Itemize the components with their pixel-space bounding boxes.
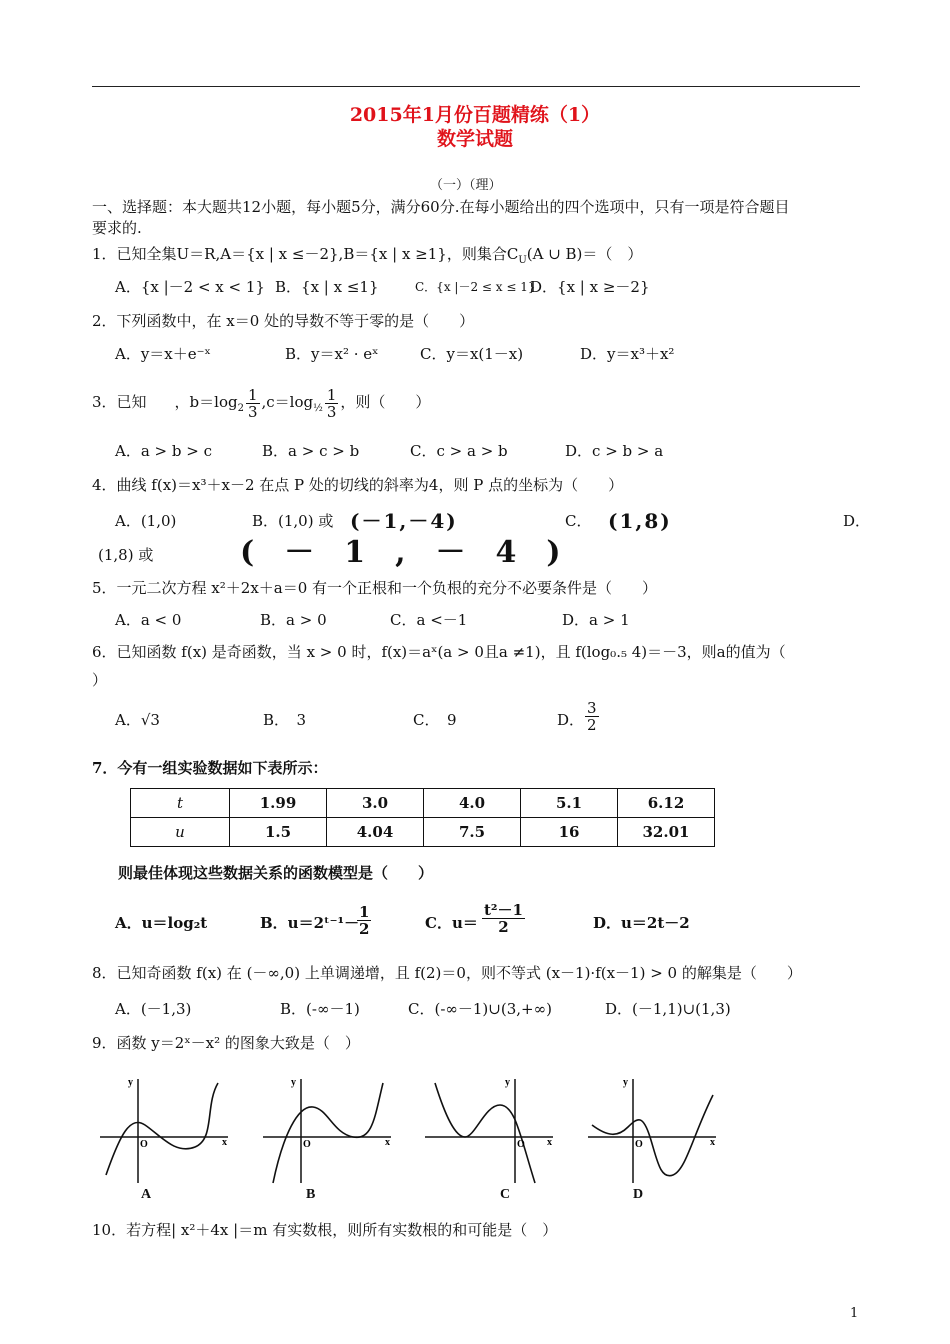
q8-option-d: D．(－1,1)∪(1,3) (605, 1000, 731, 1018)
svg-text:y: y (623, 1077, 628, 1088)
q7-question: 则最佳体现这些数据关系的函数模型是（ ） (118, 864, 434, 882)
svg-text:O: O (635, 1139, 643, 1150)
q1-option-b: B．{x | x ≤1} (275, 278, 379, 296)
graph-label-a: A (141, 1187, 152, 1202)
table-cell: 4.0 (424, 789, 521, 818)
graph-d (588, 1075, 718, 1185)
table-cell: 16 (521, 818, 618, 847)
q6-frac-num: 3 (587, 699, 597, 717)
question-10: 10．若方程| x²＋4x |＝m 有实数根，则所有实数根的和可能是（ ） (92, 1221, 558, 1239)
svg-text:y: y (128, 1077, 133, 1088)
q6-options (115, 700, 860, 740)
q6-option-d: D． (557, 711, 585, 729)
table-cell: 6.12 (618, 789, 715, 818)
svg-text:O: O (517, 1139, 525, 1150)
page-number: 1 (850, 1306, 859, 1321)
q3-text-b: ，b＝log (174, 393, 238, 411)
q2-option-a: A．y＝x＋e⁻ˣ (115, 345, 211, 363)
svg-text:O: O (303, 1139, 311, 1150)
q3-frac-den: 3 (247, 402, 258, 421)
svg-text:x: x (385, 1137, 390, 1148)
q3-fraction-1 (246, 387, 260, 420)
graph-label-b: B (306, 1187, 316, 1202)
q1-option-d: D．{x | x ≥－2} (530, 278, 650, 296)
q7-options (115, 900, 860, 946)
q7-option-c-fraction (482, 902, 525, 935)
q3-frac-num: 1 (247, 385, 258, 404)
q4-option-b-value: (－1,－4) (350, 509, 458, 533)
q2-option-d: D．y＝x³＋x² (580, 345, 675, 363)
question-6: 6．已知函数 f(x) 是奇函数，当 x > 0 时，f(x)＝aˣ(a > 0且a ≠1)，且 f(log₀.₅ 4)＝－3，则a的值为（ (92, 643, 786, 661)
table-cell: 1.5 (230, 818, 327, 847)
q1-sub: U (518, 255, 527, 266)
table-cell: 3.0 (327, 789, 424, 818)
page-title: 2015年1月份百题精练（1） (349, 104, 601, 126)
q1-text-end: (A ∪ B)＝（ ） (526, 245, 643, 263)
graph-a (100, 1075, 230, 1185)
page-subtitle: 数学试题 (436, 128, 513, 150)
graph-c (425, 1075, 555, 1185)
instructions-line-1: 一、选择题：本大题共12小题，每小题5分，满分60分.在每小题给出的四个选项中，只有一项是符合题目 (92, 198, 790, 216)
q7-data-table (130, 788, 715, 847)
table-cell: 4.04 (327, 818, 424, 847)
q6-option-c: C． 9 (413, 711, 457, 729)
q3-fraction-2 (325, 387, 339, 420)
table-cell: 5.1 (521, 789, 618, 818)
q8-option-a: A．(－1,3) (115, 1000, 192, 1018)
svg-text:y: y (505, 1077, 510, 1088)
q1-option-c: C．{x |－2 ≤ x ≤ 1} (415, 280, 536, 294)
q3-option-d: D．c > b > a (565, 442, 664, 460)
q3-frac2-den: 3 (326, 402, 337, 421)
question-3 (92, 384, 430, 427)
table-row (131, 789, 715, 818)
q3-option-c: C．c > a > b (410, 442, 508, 460)
question-4: 4．曲线 f(x)＝x³＋x－2 在点 P 处的切线的斜率为4，则 P 点的坐标为（ ） (92, 476, 624, 494)
svg-text:y: y (291, 1077, 296, 1088)
q7-option-d: D．u＝2t－2 (593, 914, 690, 932)
question-5: 5．一元二次方程 x²＋2x＋a＝0 有一个正根和一个负根的充分不必要条件是（ ） (92, 579, 658, 597)
svg-text:x: x (222, 1137, 227, 1148)
q6-option-d-fraction (585, 700, 599, 733)
table-cell: 1.99 (230, 789, 327, 818)
q4-option-d-value: (1,8) 或 (98, 546, 154, 564)
graph-b (263, 1075, 393, 1185)
q7-b-frac-num: 1 (359, 903, 370, 921)
q7-option-a: A．u＝log₂t (115, 914, 208, 932)
q5-option-a: A．a < 0 (115, 611, 182, 629)
q3-option-b: B．a > c > b (262, 442, 360, 460)
q6-option-b: B． 3 (263, 711, 307, 729)
q2-option-c: C．y＝x(1－x) (420, 345, 524, 363)
q3-sub-c: ½ (313, 403, 323, 414)
q4-option-a: A．(1,0) (115, 512, 177, 530)
q7-option-c: C．u＝ (425, 914, 478, 932)
section-label: （一）（理） (430, 178, 502, 193)
table-cell: u (131, 818, 230, 847)
graph-label-c: C (500, 1187, 511, 1202)
q5-option-b: B．a > 0 (260, 611, 327, 629)
q1-option-a: A．{x |－2 < x < 1} (115, 278, 265, 296)
q4-option-c-value: (1,8) (608, 509, 672, 533)
q3-sub-b: 2 (237, 403, 244, 414)
q7-option-b-fraction (357, 904, 371, 937)
q5-option-c: C．a <－1 (390, 611, 468, 629)
q6-frac-den: 2 (587, 716, 597, 734)
q7-b-frac-den: 2 (359, 920, 370, 938)
question-1 (92, 244, 642, 271)
q3-option-a: A．a > b > c (115, 442, 212, 460)
q4-option-b: B．(1,0) 或 (252, 512, 334, 530)
table-row (131, 818, 715, 847)
question-2: 2．下列函数中，在 x＝0 处的导数不等于零的是（ ） (92, 312, 475, 330)
q3-text-c: ,c＝log (261, 393, 314, 411)
q8-option-c: C．(-∞－1)∪(3,+∞) (408, 1000, 552, 1018)
q4-option-d: D． (843, 512, 871, 530)
q4-option-c: C． (565, 512, 592, 530)
header-rule (92, 86, 860, 87)
q7-c-frac-den: 2 (498, 918, 509, 936)
table-cell: 32.01 (618, 818, 715, 847)
q5-option-d: D．a > 1 (562, 611, 630, 629)
q8-option-b: B．(-∞－1) (280, 1000, 360, 1018)
graph-label-d: D (633, 1187, 644, 1202)
q7-c-frac-num: t²－1 (484, 901, 523, 919)
q3-text-d: ，则（ ） (340, 393, 431, 411)
table-cell: 7.5 (424, 818, 521, 847)
question-8: 8．已知奇函数 f(x) 在 (－∞,0) 上单调递增，且 f(2)＝0，则不等式 (x－1)·f(x－1) > 0 的解集是（ ） (92, 964, 802, 982)
q2-option-b: B．y＝x² · eˣ (285, 345, 379, 363)
question-9: 9．函数 y＝2ˣ－x² 的图象大致是（ ） (92, 1034, 360, 1052)
svg-text:x: x (547, 1137, 552, 1148)
svg-text:O: O (140, 1139, 148, 1150)
q4-option-d-value-2: (－1,－4) (240, 535, 591, 570)
question-7: 7．今有一组实验数据如下表所示： (92, 759, 328, 777)
q3-frac2-num: 1 (326, 385, 337, 404)
table-cell: t (131, 789, 230, 818)
q6-option-a: A．√3 (115, 711, 160, 729)
svg-text:x: x (710, 1137, 715, 1148)
question-6-cont: ） (92, 671, 108, 689)
q3-text-a: 3．已知 (92, 393, 147, 411)
instructions-line-2: 要求的. (92, 219, 142, 237)
q1-text: 1．已知全集U＝R,A＝{x | x ≤－2},B＝{x | x ≥1}，则集合C (92, 245, 519, 263)
q7-option-b: B．u＝2ᵗ⁻¹－ (260, 914, 360, 932)
